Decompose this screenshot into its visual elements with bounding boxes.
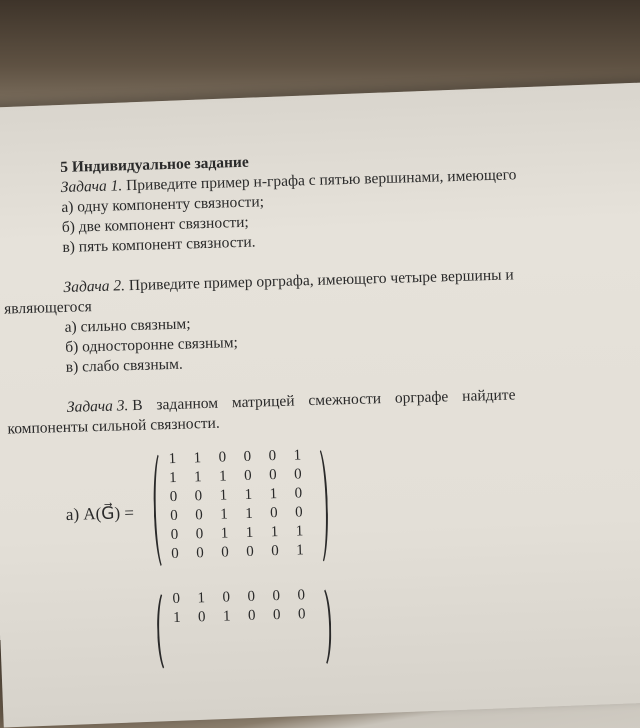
- matrix-cell: 0: [197, 609, 206, 626]
- matrix-cell: 1: [168, 469, 177, 487]
- matrix-cell: 0: [171, 545, 180, 563]
- matrix-cell: 0: [294, 504, 303, 521]
- matrix-cell: 0: [272, 588, 281, 605]
- matrix-cell: 0: [172, 590, 181, 608]
- matrix-cell: 1: [244, 486, 253, 503]
- matrix-cell: 1: [193, 450, 202, 467]
- task2-item-a: а) сильно связным;: [64, 315, 191, 336]
- matrix-cell: 1: [244, 505, 253, 522]
- matrix-cell: 0: [271, 543, 279, 560]
- task3-text-cont: компоненты сильной связности.: [7, 414, 220, 438]
- matrix-cell: 1: [168, 450, 177, 468]
- matrix-cell: 0: [222, 589, 231, 606]
- task3-text: В заданном матрицей смежности орграфе найдите: [131, 386, 516, 415]
- matrix-cell: 0: [195, 526, 204, 543]
- matrix-cell: 0: [247, 607, 256, 624]
- task2-item-b: б) односторонне связным;: [64, 334, 239, 356]
- matrix-cell: 1: [222, 608, 231, 625]
- matrix-cell: 1: [172, 609, 181, 627]
- matrix-cell: 0: [196, 545, 205, 562]
- matrix-cell: 1: [218, 468, 227, 485]
- matrix-cell: 0: [297, 606, 306, 623]
- task2-label: Задача 2.: [63, 277, 126, 296]
- task1-item-c: в) пять компонент связности.: [62, 233, 256, 256]
- task1-label: Задача 1.: [60, 177, 123, 196]
- matrix-cell: 1: [293, 447, 302, 464]
- matrix-cell: 0: [272, 607, 281, 624]
- matrix-cell: 0: [269, 505, 278, 522]
- task2-text-cont: являющегося: [3, 298, 92, 318]
- matrix-cell: 0: [293, 466, 302, 483]
- matrix-cell: 1: [193, 469, 202, 486]
- matrix-cell: 0: [169, 488, 178, 506]
- task1-item-a: а) одну компоненту связности;: [61, 193, 265, 216]
- matrix-cell: 1: [245, 524, 254, 541]
- matrix-cell: 0: [246, 543, 254, 560]
- matrix-cell: 0: [268, 467, 277, 484]
- task1-text: Приведите пример н-графа с пятью вершинами, имеющего: [125, 166, 517, 195]
- task2-item-c: в) слабо связным.: [65, 355, 183, 376]
- matrix-cell: 0: [221, 544, 229, 561]
- matrix-cell: 0: [195, 507, 203, 524]
- matrix-cell: 0: [170, 526, 179, 544]
- matrix-cell: 0: [243, 448, 252, 465]
- matrix-cell: 0: [218, 449, 227, 466]
- matrix-cell: 1: [269, 486, 278, 503]
- task1-item-b: б) две компонент связности;: [61, 213, 249, 236]
- matrix-cell: 0: [247, 588, 256, 605]
- task2-text: Приведите пример орграфа, имеющего четыре вершины и: [128, 266, 514, 295]
- section-heading: 5 Индивидуальное задание: [59, 153, 249, 176]
- matrix-cell: 1: [220, 525, 229, 542]
- matrix-cell: 0: [268, 448, 277, 465]
- matrix-cell: 0: [297, 587, 306, 604]
- matrix-a-label: а) A(G⃗) =: [65, 503, 135, 524]
- matrix-cell: 0: [294, 485, 303, 502]
- task3-label: Задача 3.: [66, 397, 129, 416]
- matrix-cell: 0: [243, 467, 252, 484]
- matrix-cell: 0: [170, 507, 178, 525]
- matrix-cell: 1: [296, 542, 304, 559]
- matrix-cell: 1: [219, 487, 228, 504]
- matrix-cell: 1: [219, 506, 228, 523]
- matrix-cell: 1: [295, 523, 304, 540]
- matrix-a: [152, 445, 329, 568]
- matrix-cell: 1: [270, 524, 279, 541]
- matrix-a-right-paren: [308, 445, 329, 567]
- matrix-cell: 0: [194, 488, 203, 505]
- matrix-cell: 1: [197, 590, 206, 607]
